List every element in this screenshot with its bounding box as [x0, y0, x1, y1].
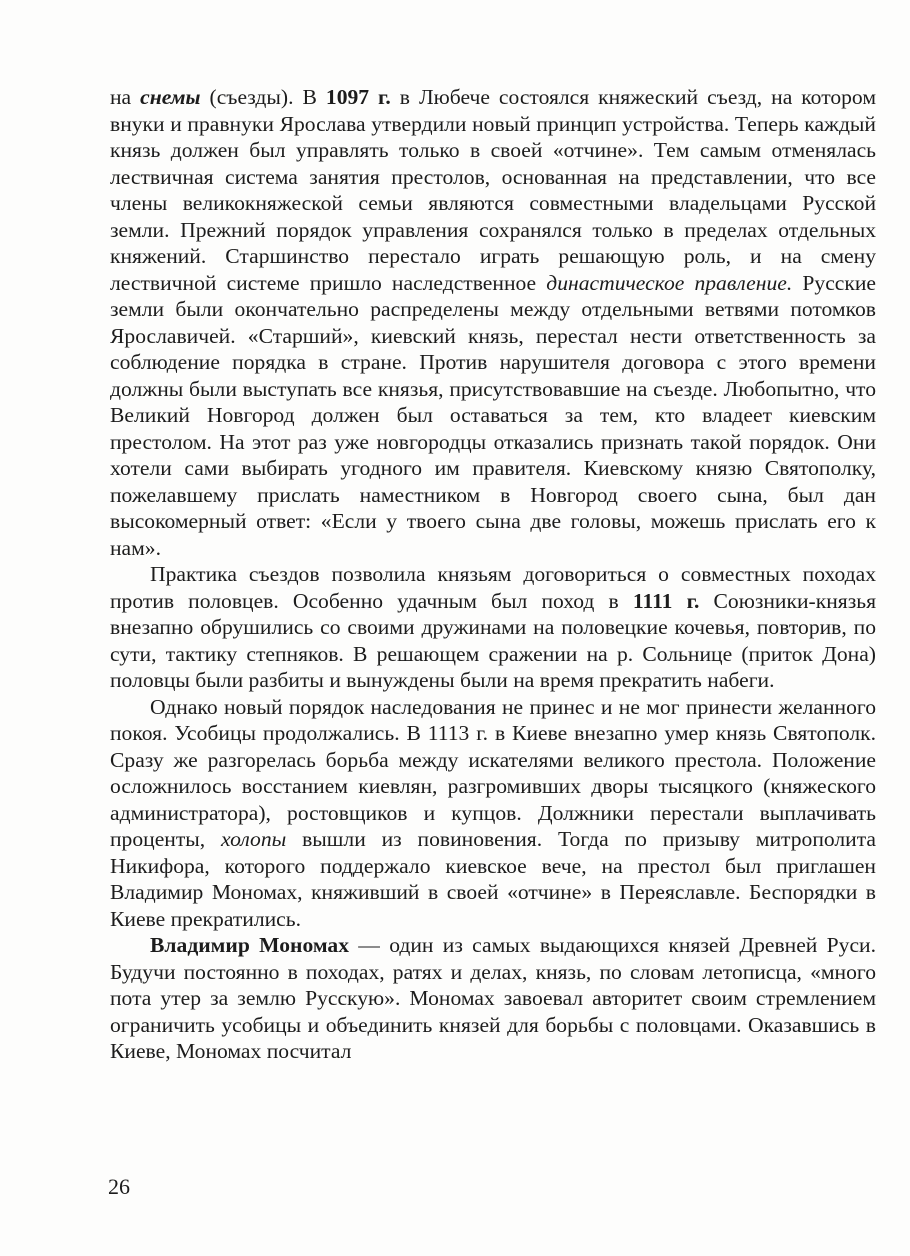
page-number: 26: [108, 1174, 130, 1199]
text-run: Владимир Мономах: [150, 933, 350, 957]
text-run: холопы: [221, 827, 287, 851]
text-run: Русские земли были окончательно распределены между отдельными ветвями потомков Ярославичей. «Старший», киевский князь, перестал нести ответственность за соблюдение порядка в стране. Против нарушителя договора с этого времени должны были выступать все князья, присутствовавшие на съезде. Любопытно, что Великий Новгород должен был оставаться за тем, кто владеет киевским престолом. На этот раз уже новгородцы отказались признать такой порядок. Они хотели сами выбирать угодного им правителя. Киевскому князю Святополку, пожелавшему прислать наместником в Новгород своего сына, был дан высокомерный ответ: «Если у твоего сына две головы, можешь прислать его к нам».: [110, 270, 876, 560]
text-run: на: [110, 85, 141, 109]
text-run: Однако новый порядок наследования не принес и не мог принести желанного покоя. Усобицы продолжались. В 1113 г. в Киеве внезапно умер князь Святополк. Сразу же разгорелась борьба между искателями великого престола. Положение осложнилось восстанием киевлян, разгромивших дворы тысяцкого (княжеского администратора), ростовщиков и купцов. Должники перестали выплачивать проценты,: [110, 694, 876, 851]
text-run: Практика съездов позволила князьям договориться о совместных походах против половцев. Особенно удачным был поход в: [110, 562, 876, 613]
text-run: (съезды). В: [200, 85, 326, 109]
paragraph: [110, 932, 876, 1065]
text-run: — один из самых выдающихся князей Древней Руси. Будучи постоянно в походах, ратях и делах, князь, по словам летописца, «много пота утер за землю Русскую». Мономах завоевал авторитет своим стремлением ограничить усобицы и объединить князей для борьбы с половцами. Оказавшись в Киеве, Мономах посчитал: [110, 933, 876, 1063]
paragraph: [110, 84, 876, 561]
text-run: Союзники-князья внезапно обрушились со своими дружинами на половецкие кочевья, повторив, по сути, тактику степняков. В решающем сражении на р. Сольнице (приток Дона) половцы были разбиты и вынуждены были на время прекратить набеги.: [110, 588, 877, 692]
text-run: династическое правление.: [546, 270, 793, 295]
text-run: в Любече состоялся княжеский съезд, на котором внуки и правнуки Ярослава утвердили новый принцип устройства. Теперь каждый князь должен был управлять только в своей «отчине». Тем самым отменялась лествичная система занятия престолов, основанная на представлении, что все члены великокняжеской семьи являются совместными владельцами Русской земли. Прежний порядок управления сохранялся только в пределах отдельных княжений. Старшинство перестало играть решающую роль, и на смену лествичной системе пришло наследственное: [110, 85, 876, 295]
paragraph: [110, 561, 876, 694]
text-run: 1097 г.: [325, 85, 391, 109]
body-text: [110, 84, 876, 1065]
text-run: снемы: [140, 85, 201, 109]
text-run: 1111 г.: [632, 588, 700, 613]
paragraph: [110, 694, 876, 933]
text-run: вышли из повиновения. Тогда по призыву митрополита Никифора, которого поддержало киевское вече, на престол был приглашен Владимир Мономах, княживший в своей «отчине» в Переяславле. Беспорядки в Киеве прекратились.: [110, 827, 876, 931]
